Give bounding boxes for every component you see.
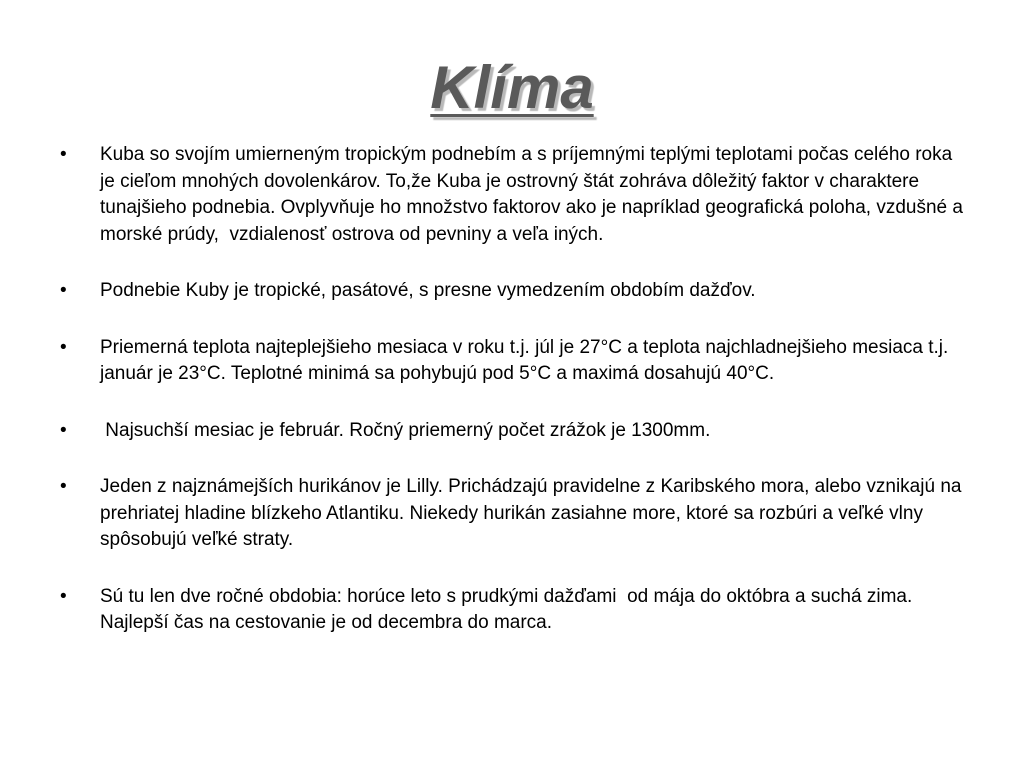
bullet-text: Jeden z najznámejších hurikánov je Lilly. Prichádzajú pravidelne z Karibského mora, alebo vznikajú na prehriatej hladine blízkeho Atlantiku. Niekedy hurikán zasiahne more, ktoré sa rozbúri a veľké vlny spôsobujú veľké straty. xyxy=(100,476,967,550)
bullet-dot-icon: • xyxy=(60,476,67,497)
bullet-item xyxy=(60,335,970,388)
bullet-text: Priemerná teplota najteplejšieho mesiaca v roku t.j. júl je 27°C a teplota najchladnejšieho mesiaca t.j. január je 23°C. Teplotné minimá sa pohybujú pod 5°C a maximá dosahujú 40°C. xyxy=(100,336,954,384)
bullet-dot-icon: • xyxy=(60,336,67,358)
bullet-dot-icon: • xyxy=(60,419,67,441)
bullet-item xyxy=(60,418,970,445)
slide-title: Klíma xyxy=(430,54,594,121)
bullet-list xyxy=(60,142,970,667)
bullet-text: Kuba so svojím umierneným tropickým podnebím a s príjemnými teplými teplotami počas celého roka je cieľom mnohých dovolenkárov. To,že Kuba je ostrovný štát zohráva dôležitý faktor v charaktere tunajšieho podnebia. Ovplyvňuje ho množstvo faktorov ako je napríklad geografická poloha, vzdušné a morské prúdy, vzdialenosť ostrova od pevniny a veľa iných. xyxy=(100,144,969,245)
bullet-dot-icon: • xyxy=(60,585,67,607)
bullet-dot-icon: • xyxy=(60,280,67,301)
bullet-text: Podnebie Kuby je tropické, pasátové, s presne vymedzením obdobím dažďov. xyxy=(100,280,756,301)
bullet-text: Najsuchší mesiac je február. Ročný priemerný počet zrážok je 1300mm. xyxy=(100,419,711,441)
bullet-item xyxy=(60,142,970,248)
bullet-text: Sú tu len dve ročné obdobia: horúce leto s prudkými dažďami od mája do októbra a suchá zima. Najlepší čas na cestovanie je od decembra do marca. xyxy=(100,585,918,633)
bullet-dot-icon: • xyxy=(60,144,67,165)
bullet-item xyxy=(60,278,970,305)
bullet-item xyxy=(60,474,970,554)
bullet-item xyxy=(60,584,970,637)
